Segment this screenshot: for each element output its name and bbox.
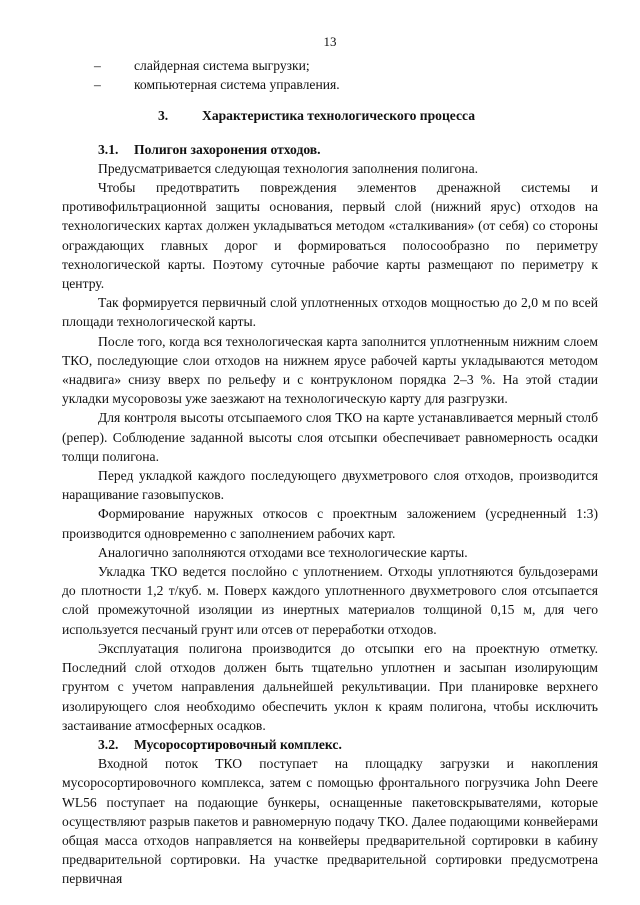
subsection-number: 3.2. [98,736,119,752]
bullet-dash: – [94,77,101,93]
section-title: Характеристика технологического процесса [202,108,476,124]
paragraph: Перед укладкой каждого последующего двухметрового слоя отходов, производится наращивание газовыпусков. [62,468,598,503]
subsection-title: Мусоросортировочный комплекс. [134,736,342,752]
bullet-text: компьютерная система управления. [134,77,340,93]
paragraph: Для контроля высоты отсыпаемого слоя ТКО на карте устанавливается мерный столб (репер). Соблюдение заданной высоты слоя отсыпки обеспечивает равномерность осадки толщи полигона. [62,410,598,464]
subsection-title: Полигон захоронения отходов. [134,141,321,157]
paragraph: Чтобы предотвратить повреждения элементов дренажной системы и противофильтрационной защиты основания, первый слой (нижний ярус) отходов на технологических картах должен укладываться методом «сталкивания» (от себя) со стороны ограждающих главных дорог и формироваться полосообразно по периметру технологической карты. Поэтому суточные рабочие карты размещают по периметру к центру. [62,180,598,292]
paragraph: Так формируется первичный слой уплотненных отходов мощностью до 2,0 м по всей площади технологической карты. [62,295,598,330]
section-number: 3. [158,108,169,124]
paragraph: Предусматривается следующая технология заполнения полигона. [98,160,479,176]
bullet-text: слайдерная система выгрузки; [134,58,310,73]
bullet-item [62,75,598,94]
paragraph: После того, когда вся технологическая карта заполнится уплотненным нижним слоем ТКО, последующие слои отходов на нижнем ярусе рабочей карты укладываются методом «надвига» снизу вверх по рельефу и с контруклоном порядка 2–3 %. На этой стадии укладки мусоровозы уже заезжают на технологическую карту для разгрузки. [62,333,598,407]
paragraph: Аналогично заполняются отходами все технологические карты. [98,544,468,560]
subsection-heading [62,735,598,754]
section-heading [62,106,598,125]
paragraph: Укладка ТКО ведется послойно с уплотнением. Отходы уплотняются бульдозерами до плотности 1,2 т/куб. м. Поверх каждого уплотненного двухметрового слоя отсыпается слой промежуточной изоляции из инертных материалов толщиной 0,15 м, для чего используется песчаный грунт или отсев от переработки отходов. [62,564,598,637]
document-body [62,56,598,889]
bullet-item [62,56,598,75]
paragraph: Эксплуатация полигона производится до отсыпки его на проектную отметку. Последний слой отходов должен быть тщательно уплотнен и засыпан изолирующим грунтом с учетом направления дальнейшей рекультивации. При планировке верхнего изолирующего слоя необходимо обеспечить уклон к краям полигона, чтобы исключить застаивание атмосферных осадков. [62,640,598,733]
page-number: 13 [323,34,337,49]
paragraph: Входной поток ТКО поступает на площадку загрузки и накопления мусоросортировочного комплекса, затем с помощью фронтального погрузчика John Deere WL56 поступает на подающие бункеры, оснащенные пакетовскрывателями, которые осуществляют разрыв пакетов и равномерную подачу ТКО. Далее подающими конвейерами общая масса отходов направляется на конвейеры предварительной сортировки в кабину предварительной сортировки. На участке предварительной сортировки предусмотрена первичная [62,756,598,887]
subsection-number: 3.1. [98,141,119,157]
bullet-dash: – [94,58,101,73]
paragraph: Формирование наружных откосов с проектным заложением (усредненный 1:3) производится одновременно с заполнением рабочих карт. [62,506,598,541]
subsection-heading [62,140,598,159]
